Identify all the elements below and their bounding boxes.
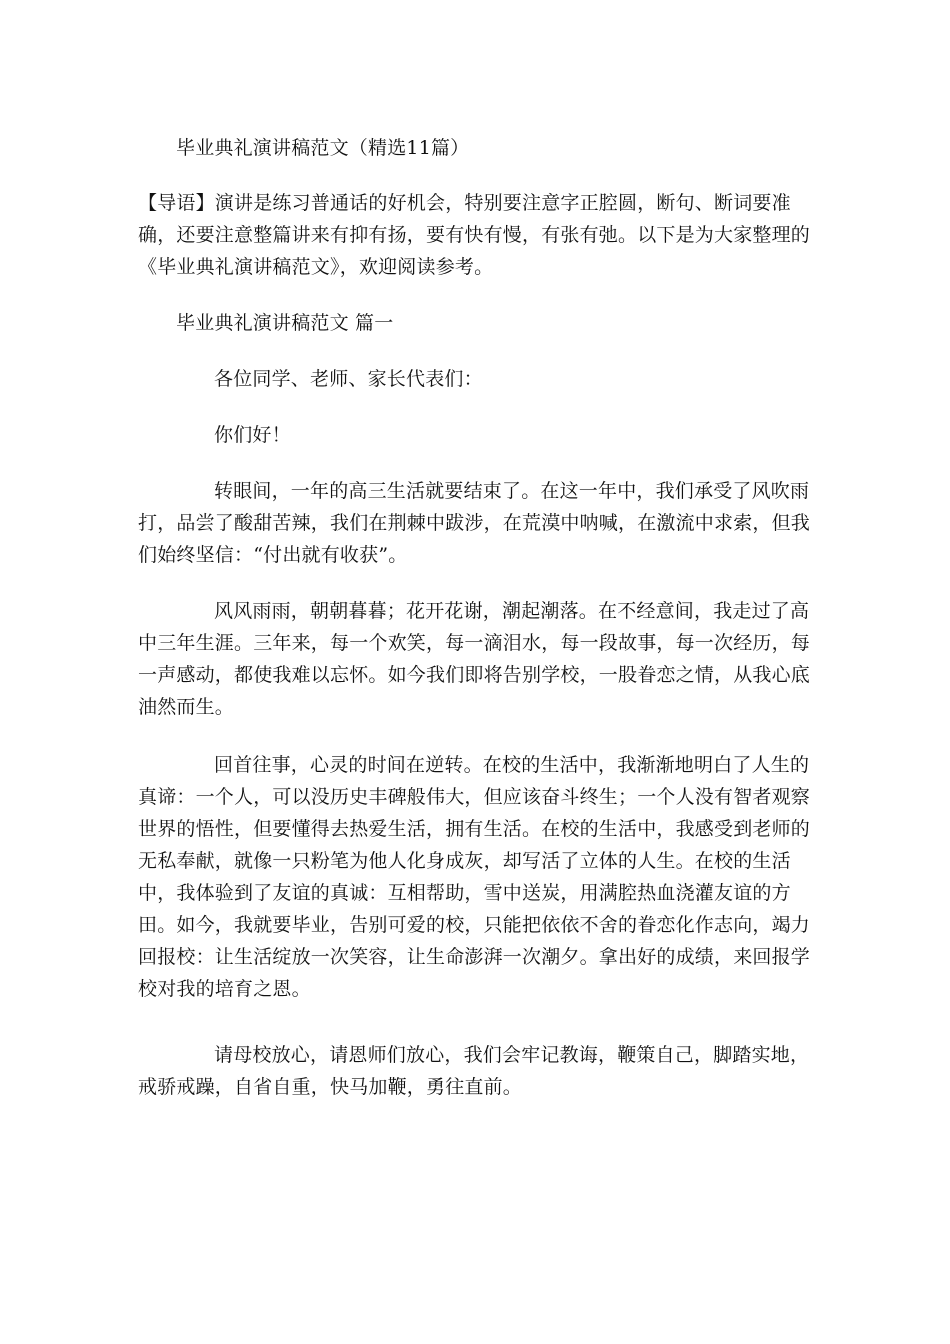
body-paragraph: 风风雨雨，朝朝暮暮；花开花谢，潮起潮落。在不经意间，我走过了高中三年生涯。三年来，每一个欢笑，每一滴泪水，每一段故事，每一次经历，每一声感动，都使我难以忘怀。如今我们即将告别学校，一股眷恋之情，从我心底油然而生。 [138,600,811,718]
greeting: 你们好！ [214,424,291,446]
lead-paragraph: 【导语】演讲是练习普通话的好机会，特别要注意字正腔圆，断句、断词要准确，还要注意整篇讲来有抑有扬，要有快有慢，有张有弛。以下是为大家整理的《毕业典礼演讲稿范文》，欢迎阅读参考。 [138,192,811,278]
document-title: 毕业典礼演讲稿范文（精选11篇） [176,137,470,159]
body-paragraph: 转眼间，一年的高三生活就要结束了。在这一年中，我们承受了风吹雨打，品尝了酸甜苦辣，我们在荆棘中跋涉，在荒漠中呐喊，在激流中求索，但我们始终坚信：“付出就有收获”。 [138,480,811,566]
salutation: 各位同学、老师、家长代表们： [214,368,483,390]
body-paragraph: 回首往事，心灵的时间在逆转。在校的生活中，我渐渐地明白了人生的真谛：一个人，可以没历史丰碑般伟大，但应该奋斗终生；一个人没有智者观察世界的悟性，但要懂得去热爱生活，拥有生活。在校的生活中，我感受到老师的无私奉献，就像一只粉笔为他人化身成灰，却写活了立体的人生。在校的生活中，我体验到了友谊的真诚：互相帮助，雪中送炭，用满腔热血浇灌友谊的方田。如今，我就要毕业，告别可爱的校，只能把依依不舍的眷恋化作志向，竭力回报校：让生活绽放一次笑容，让生命澎湃一次潮夕。拿出好的成绩，来回报学校对我的培育之恩。 [138,754,811,1000]
section-title: 毕业典礼演讲稿范文 篇一 [176,312,394,334]
body-paragraph: 请母校放心，请恩师们放心，我们会牢记教诲，鞭策自己，脚踏实地，戒骄戒躁，自省自重，快马加鞭，勇往直前。 [138,1044,810,1098]
